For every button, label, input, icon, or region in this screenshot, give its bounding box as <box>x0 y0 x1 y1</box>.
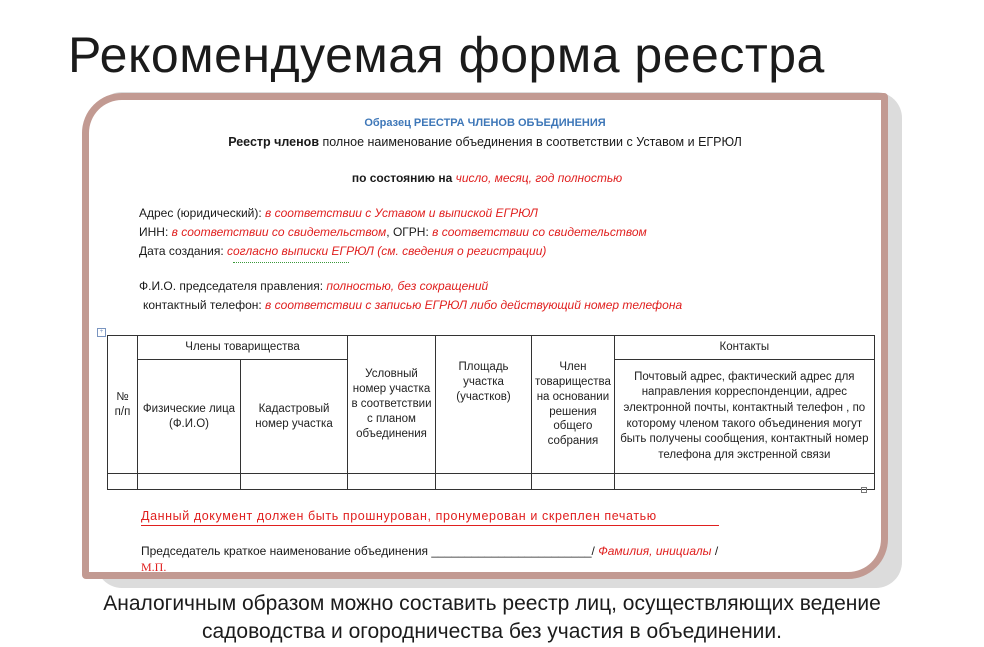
table-cell[interactable] <box>532 474 615 490</box>
col-contacts-detail: Почтовый адрес, фактический адрес для направления корреспонденции, адрес электронной почты, контактный телефон , по которому членом такого объединения могут быть получены сообщения, контактный номер телефона для экстренной связи <box>614 360 874 474</box>
phone-line <box>143 298 682 312</box>
col-persons-header: Физические лица (Ф.И.О) <box>138 360 241 474</box>
col-members-header: Члены товарищества <box>138 336 348 360</box>
phone-label: контактный телефон: <box>143 298 266 312</box>
created-line <box>139 244 546 258</box>
document-frame <box>82 93 888 579</box>
address-value: в соответствии с Уставом и выпиской ЕГРЮЛ <box>265 206 538 220</box>
slide-title: Рекомендуемая форма реестра <box>68 27 825 83</box>
created-value: согласно выписки ЕГРЮЛ (см. сведения о регистрации) <box>227 244 547 258</box>
chairman-label: Ф.И.О. председателя правления: <box>139 279 327 293</box>
col-cadastral-header: Кадастровый номер участка <box>241 360 348 474</box>
table-cell[interactable] <box>614 474 874 490</box>
date-value: число, месяц, год полностью <box>455 171 623 185</box>
phone-value: в соответствии с записью ЕГРЮЛ либо действующий номер телефона <box>265 298 683 312</box>
registry-document <box>89 100 881 572</box>
ogrn-label: , ОГРН: <box>386 225 433 239</box>
table-move-icon[interactable]: + <box>97 328 106 337</box>
chairman-line <box>139 279 488 293</box>
chairman-value: полностью, без сокращений <box>326 279 489 293</box>
col-contacts-header: Контакты <box>614 336 874 360</box>
signature-label: Председатель <box>141 544 221 558</box>
ogrn-value: в соответствии со свидетельством <box>432 225 647 239</box>
table-cell[interactable] <box>436 474 532 490</box>
warning-underline <box>141 525 719 526</box>
document-subheading <box>89 135 881 149</box>
table-cell[interactable] <box>241 474 348 490</box>
signature-org: краткое наименование объединения ________________________/ <box>220 544 599 558</box>
signature-line <box>141 544 718 558</box>
signature-name: Фамилия, инициалы <box>598 544 712 558</box>
spellcheck-underline <box>233 262 349 263</box>
date-line <box>89 171 885 185</box>
address-label: Адрес (юридический): <box>139 206 266 220</box>
caption-line-1: Аналогичным образом можно составить реестр лиц, осуществляющих ведение <box>103 592 881 615</box>
col-basis-header: Член товарищества на основании решения общего собрания <box>532 336 615 474</box>
subheading-rest: полное наименование объединения в соответствии с Уставом и ЕГРЮЛ <box>319 135 742 149</box>
date-label: по состоянию на <box>351 171 456 185</box>
warning-text: Данный документ должен быть прошнурован, пронумерован и скреплен печатью <box>141 509 657 523</box>
slide-caption <box>0 590 984 646</box>
col-num-header: № п/п <box>108 336 138 474</box>
table-resize-handle[interactable] <box>861 487 867 493</box>
subheading-bold: Реестр членов <box>228 135 320 149</box>
signature-end: / <box>711 544 719 558</box>
col-area-header: Площадь участка (участков) <box>436 336 532 474</box>
col-plot-number-header: Условный номер участка в соответствии с планом объединения <box>348 336 436 474</box>
inn-line <box>139 225 647 239</box>
stamp-mark: М.П. <box>141 560 167 574</box>
address-line <box>139 206 538 220</box>
created-label: Дата создания: <box>139 244 227 258</box>
inn-label: ИНН: <box>139 225 172 239</box>
table-cell[interactable] <box>108 474 138 490</box>
table-cell[interactable] <box>138 474 241 490</box>
registry-table <box>107 335 875 490</box>
inn-value: в соответствии со свидетельством <box>171 225 387 239</box>
caption-line-2: садоводства и огородничества без участия в объединении. <box>202 620 782 643</box>
document-heading: Образец РЕЕСТРА ЧЛЕНОВ ОБЪЕДИНЕНИЯ <box>364 117 606 129</box>
table-cell[interactable] <box>348 474 436 490</box>
